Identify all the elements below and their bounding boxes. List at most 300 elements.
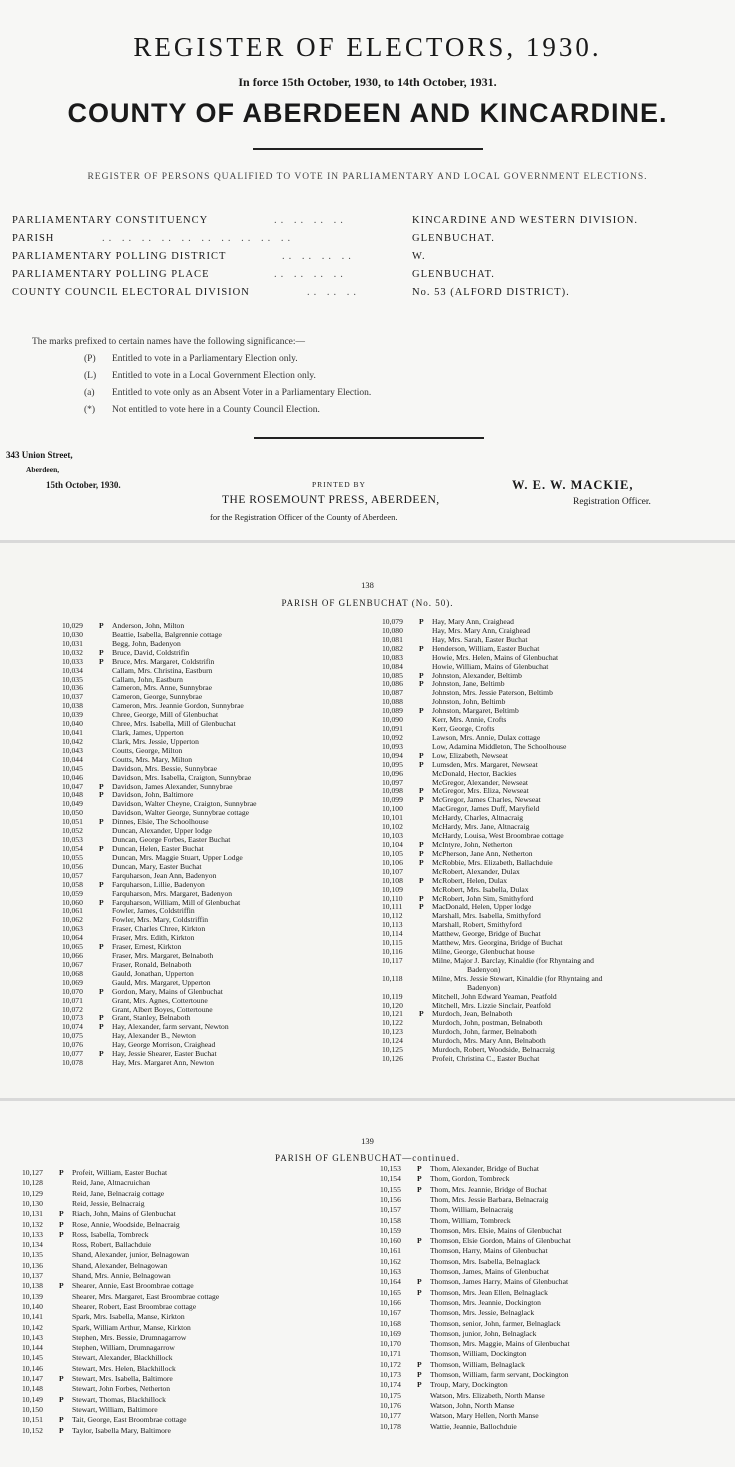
elector-name: Riach, John, Mains of Glenbuchat: [72, 1209, 176, 1219]
elector-number: 10,108: [382, 875, 403, 885]
elector-name: Duncan, George Forbes, Easter Buchat: [112, 835, 231, 845]
elector-name: Shand, Alexander, Belnagowan: [72, 1260, 168, 1270]
elector-name: Thomson, Mrs. Isabella, Belnaglack: [430, 1256, 541, 1266]
elector-number: 10,103: [382, 831, 403, 841]
qualification-mark: P: [417, 1287, 422, 1297]
elector-name: Profeit, Christina C., Easter Buchat: [432, 1054, 540, 1064]
qualification-mark: P: [59, 1168, 64, 1177]
elector-number: 10,166: [380, 1297, 401, 1307]
elector-number: 10,095: [382, 759, 403, 769]
elector-name: Taylor, Isabella Mary, Baltimore: [72, 1425, 171, 1435]
elector-number: 10,085: [382, 670, 403, 680]
elector-number: 10,142: [22, 1322, 43, 1332]
elector-name: Beattie, Isabella, Balgrennie cottage: [112, 629, 222, 639]
elector-number: 10,110: [382, 893, 403, 903]
elector-number: 10,152: [22, 1425, 43, 1435]
elector-number: 10,146: [22, 1363, 43, 1373]
elector-name: Thomson, Mrs. Jessie, Belnaglack: [430, 1308, 535, 1318]
qualification-mark: P: [59, 1219, 64, 1229]
qualification-mark: P: [419, 902, 424, 912]
elector-number: 10,126: [382, 1054, 403, 1064]
elector-name: Marshall, Mrs. Isabella, Smithyford: [432, 911, 541, 921]
elector-name: Farquharson, Mrs. Margaret, Badenyon: [112, 888, 233, 898]
elector-number: 10,093: [382, 741, 403, 751]
elector-number: 10,061: [62, 906, 83, 916]
elector-name: Marshall, Robert, Smithyford: [432, 920, 522, 930]
elector-name: Thom, Alexander, Bridge of Buchat: [430, 1164, 539, 1173]
elector-name: Cameron, George, Sunnybrae: [112, 692, 203, 702]
elector-name: Begg, John, Badenyon: [112, 638, 181, 648]
elector-name: Murdoch, John, farmer, Belnaboth: [432, 1027, 537, 1037]
elector-name: McHardy, Louisa, West Broombrae cottage: [432, 831, 564, 841]
qualification-mark: P: [59, 1281, 64, 1291]
elector-name: Rose, Annie, Woodside, Belnacraig: [72, 1219, 180, 1229]
elector-name: Callam, Mrs. Christina, Eastburn: [112, 665, 213, 675]
elector-name: Bruce, David, Coldstrifin: [112, 647, 190, 657]
elector-name: Thomson, junior, John, Belnaglack: [430, 1328, 537, 1338]
elector-number: 10,104: [382, 840, 403, 849]
elector-number: 10,136: [22, 1260, 43, 1270]
elector-name: McRobert, Alexander, Dulax: [432, 866, 520, 876]
elector-name: Murdoch, Robert, Woodside, Belnacraig: [432, 1045, 555, 1055]
elector-number: 10,122: [382, 1018, 403, 1028]
register-subtitle: REGISTER OF PERSONS QUALIFIED TO VOTE IN PARLIAMENTARY AND LOCAL GOVERNMENT ELECTIONS.: [87, 172, 648, 182]
elector-number: 10,066: [62, 951, 83, 961]
elector-name: Low, Adamina Middleton, The Schoolhouse: [432, 741, 567, 751]
elector-number: 10,071: [62, 995, 83, 1005]
elector-number: 10,064: [62, 933, 83, 943]
qualification-mark: P: [419, 786, 424, 796]
elector-number: 10,035: [62, 674, 83, 684]
elector-number: 10,154: [380, 1174, 401, 1184]
elector-number: 10,065: [62, 942, 83, 952]
elector-number: 10,125: [382, 1045, 403, 1055]
elector-name: Milne, Mrs. Jessie Stewart, Kinaldie (for Rhyntaing and: [432, 973, 603, 983]
elector-name: Clark, James, Upperton: [112, 728, 184, 738]
elector-number: 10,153: [380, 1164, 401, 1173]
divider: [254, 437, 484, 439]
elector-name: Callam, John, Eastburn: [112, 674, 183, 684]
elector-name: Davidson, Walter Cheyne, Craigton, Sunnybrae: [112, 799, 257, 809]
elector-name: Gauld, Jonathan, Upperton: [112, 968, 194, 978]
elector-number: 10,129: [22, 1188, 43, 1198]
in-force-dates: In force 15th October, 1930, to 14th October, 1931.: [238, 75, 497, 89]
elector-name: Hay, Mrs. Sarah, Easter Buchat: [432, 634, 528, 644]
qualification-mark: P: [99, 647, 104, 657]
elector-number: 10,111: [382, 902, 403, 912]
elector-name: Kerr, George, Crofts: [432, 724, 495, 734]
elector-number: 10,119: [382, 991, 403, 1001]
elector-name: Mitchell, John Edward Yeaman, Peatfold: [432, 991, 557, 1001]
elector-name: Gauld, Mrs. Margaret, Upperton: [112, 977, 211, 987]
address-street: 343 Union Street,: [6, 450, 73, 460]
elector-name: Fraser, Mrs. Edith, Kirkton: [112, 933, 195, 943]
elector-number: 10,156: [380, 1194, 401, 1204]
elector-name: Fowler, Mrs. Mary, Coldstriffin: [112, 915, 209, 925]
elector-name: Lumsden, Mrs. Margaret, Newseat: [432, 759, 538, 769]
parish-row: PARISH .. .. .. .. .. .. .. .. .. .. GLENBUCHAT.: [12, 233, 495, 244]
elector-name: Stewart, Thomas, Blackhillock: [72, 1394, 166, 1404]
elector-number: 10,174: [380, 1380, 401, 1390]
qualification-mark: P: [99, 781, 104, 791]
elector-name: Dinnes, Elsie, The Schoolhouse: [112, 817, 209, 827]
elector-name: Cameron, Mrs. Anne, Sunnybrae: [112, 683, 212, 693]
qualification-mark: P: [417, 1174, 422, 1184]
elector-name: Coutts, George, Milton: [112, 745, 183, 755]
qualification-mark: P: [419, 875, 424, 885]
elector-number: 10,083: [382, 652, 403, 662]
elector-name: Grant, Albert Boyes, Cottertoune: [112, 1004, 213, 1014]
qualification-mark: P: [419, 795, 424, 805]
elector-number: 10,087: [382, 688, 403, 698]
marks-intro: The marks prefixed to certain names have the following significance:—: [32, 337, 306, 347]
elector-name: Hay, Mary Ann, Craighead: [432, 617, 514, 626]
elector-number: 10,072: [62, 1004, 83, 1014]
elector-number: 10,082: [382, 643, 403, 653]
qualification-mark: P: [419, 617, 424, 626]
qualification-mark: P: [419, 893, 424, 903]
elector-number: 10,112: [382, 911, 403, 921]
elector-name: Stewart, Mrs. Isabella, Baltimore: [72, 1374, 173, 1383]
elector-number: 10,139: [22, 1291, 43, 1301]
elector-number: 10,056: [62, 861, 83, 871]
elector-number: 10,155: [380, 1184, 401, 1194]
press-note: for the Registration Officer of the County of Aberdeen.: [210, 512, 398, 522]
elector-name: Chree, George, Mill of Glenbuchat: [112, 710, 219, 720]
elector-number: 10,062: [62, 915, 83, 925]
elector-name: Thomson, senior, John, farmer, Belnaglack: [430, 1318, 561, 1328]
qualification-mark: P: [419, 1009, 424, 1019]
elector-name: Shand, Mrs. Annie, Belnagowan: [72, 1271, 171, 1280]
elector-name: MacGregor, James Duff, Maryfield: [432, 804, 540, 814]
elector-number: 10,040: [62, 719, 83, 729]
elector-name: Thomson, William, Dockington: [430, 1349, 527, 1359]
cover-page: [0, 0, 735, 540]
qualification-mark: P: [419, 643, 424, 653]
officer-name: W. E. W. MACKIE,: [512, 478, 634, 492]
elector-number: 10,114: [382, 929, 403, 939]
qualification-mark: P: [59, 1425, 64, 1435]
elector-number: 10,079: [382, 617, 403, 626]
elector-name: Milne, George, Glenbuchat house: [432, 947, 535, 957]
elector-number: 10,133: [22, 1229, 43, 1239]
elector-number: 10,137: [22, 1271, 43, 1280]
elector-number: 10,045: [62, 763, 83, 773]
elector-name: Matthew, Mrs. Georgina, Bridge of Buchat: [432, 938, 563, 948]
qualification-mark: P: [99, 1049, 104, 1059]
elector-number: 10,032: [62, 647, 83, 657]
elector-number: 10,037: [62, 692, 83, 702]
elector-name: Davidson, John, Baltimore: [112, 790, 194, 800]
qualification-mark: P: [99, 942, 104, 952]
row-label: PARLIAMENTARY CONSTITUENCY: [12, 215, 209, 226]
elector-number: 10,054: [62, 844, 83, 853]
elector-name: Spark, Mrs. Isabella, Manse, Kirkton: [72, 1312, 185, 1322]
elector-name: Johnston, Jane, Beltimb: [432, 679, 505, 689]
elector-number: 10,063: [62, 924, 83, 934]
qualification-mark: P: [99, 1022, 104, 1032]
elector-number: 10,029: [62, 621, 83, 630]
elector-name: Mitchell, Mrs. Lizzie Sinclair, Peatfold: [432, 1000, 551, 1010]
page-number: 138: [361, 580, 374, 590]
qualification-mark: P: [99, 986, 104, 996]
elector-number: 10,073: [62, 1013, 83, 1023]
row-label: PARLIAMENTARY POLLING DISTRICT: [12, 251, 227, 262]
elector-name: Coutts, Mrs. Mary, Milton: [112, 754, 193, 764]
row-value: W.: [412, 251, 426, 262]
elector-name: Watson, Mrs. Elizabeth, North Manse: [430, 1390, 545, 1400]
elector-number: 10,097: [382, 777, 403, 787]
row-label: COUNTY COUNCIL ELECTORAL DIVISION: [12, 287, 250, 298]
elector-name: Davidson, Walter George, Sunnybrae cottage: [112, 808, 250, 818]
elector-name: Spark, William Arthur, Manse, Kirkton: [72, 1322, 191, 1332]
elector-name: McRobert, Helen, Dulax: [432, 875, 508, 885]
divider: [253, 148, 483, 150]
elector-number: 10,039: [62, 710, 83, 720]
qualification-mark: P: [417, 1236, 422, 1246]
row-label: PARISH: [12, 233, 55, 244]
elector-number: 10,051: [62, 817, 83, 827]
elector-name: Thomson, James Harry, Mains of Glenbuchat: [430, 1277, 569, 1287]
qualification-mark: P: [419, 759, 424, 769]
electoral-division-row: COUNTY COUNCIL ELECTORAL DIVISION .. .. .. No. 53 (ALFORD DISTRICT).: [12, 287, 570, 298]
qualification-mark: P: [59, 1229, 64, 1239]
elector-number: 10,167: [380, 1308, 401, 1318]
elector-name: Farquharson, William, Mill of Glenbuchat: [112, 897, 241, 907]
elector-name: Thomson, James, Mains of Glenbuchat: [430, 1267, 549, 1276]
elector-number: 10,041: [62, 728, 83, 738]
elector-name: Ross, Robert, Ballachduie: [72, 1240, 152, 1250]
elector-number: 10,094: [382, 750, 403, 760]
elector-number: 10,031: [62, 638, 83, 648]
elector-name: MacDonald, Helen, Upper lodge: [432, 902, 532, 912]
qualification-mark: P: [99, 1013, 104, 1023]
elector-name: Henderson, William, Easter Buchat: [432, 643, 540, 653]
qualification-mark: P: [59, 1394, 64, 1404]
elector-number: 10,034: [62, 665, 83, 675]
elector-name: Johnston, John, Beltimb: [432, 697, 506, 707]
elector-number: 10,121: [382, 1009, 403, 1019]
qualification-mark: P: [99, 844, 104, 853]
elector-name: Thomson, Mrs. Jean Ellen, Belnaglack: [430, 1287, 548, 1297]
elector-name: Wattie, Jeannie, Ballochduie: [430, 1421, 517, 1431]
qualification-mark: P: [419, 706, 424, 716]
elector-number: 10,150: [22, 1404, 43, 1414]
elector-number: 10,117: [382, 955, 403, 965]
elector-name: Farquharson, Lillie, Badenyon: [112, 879, 205, 889]
elector-name: Thomson, Elsie Gordon, Mains of Glenbuchat: [430, 1236, 571, 1246]
elector-number: 10,116: [382, 947, 403, 957]
elector-name: Bruce, Mrs. Margaret, Coldstrifin: [112, 656, 215, 666]
elector-number: 10,170: [380, 1339, 401, 1349]
printed-by-label: PRINTED BY: [312, 480, 366, 489]
elector-name: Stephen, William, Drumnagarrow: [72, 1343, 175, 1353]
elector-number: 10,143: [22, 1332, 43, 1342]
qualification-mark: P: [419, 848, 424, 858]
elector-number: 10,055: [62, 852, 83, 862]
elector-name: Duncan, Mary, Easter Buchat: [112, 861, 202, 871]
elector-name: Fraser, Ernest, Kirkton: [112, 942, 182, 952]
elector-number: 10,080: [382, 625, 403, 635]
elector-name: McHardy, Mrs. Jane, Altnacraig: [432, 822, 530, 832]
qualification-mark: P: [417, 1184, 422, 1194]
elector-number: 10,109: [382, 884, 403, 894]
elector-name: Reid, Jessie, Belnacraig: [72, 1198, 145, 1208]
elector-name: Thomson, William, Belnaglack: [430, 1359, 525, 1369]
elector-name: Hay, Alexander B., Newton: [112, 1031, 196, 1041]
row-label: PARLIAMENTARY POLLING PLACE: [12, 269, 210, 280]
elector-name: McHardy, Charles, Altnacraig: [432, 813, 524, 823]
row-value: GLENBUCHAT.: [412, 269, 495, 280]
elector-number: 10,160: [380, 1236, 401, 1246]
elector-number: 10,042: [62, 736, 83, 746]
elector-number: 10,144: [22, 1343, 43, 1353]
elector-name: McGregor, James Charles, Newseat: [432, 795, 541, 805]
elector-name: Murdoch, Jean, Belnaboth: [432, 1009, 513, 1019]
elector-name: Thomson, Harry, Mains of Glenbuchat: [430, 1246, 548, 1256]
elector-name: Thom, Gordon, Tombreck: [430, 1174, 510, 1184]
elector-number: 10,148: [22, 1384, 43, 1394]
elector-number: 10,135: [22, 1250, 43, 1260]
elector-number: 10,134: [22, 1240, 43, 1250]
elector-number: 10,178: [380, 1421, 401, 1431]
elector-number: 10,070: [62, 986, 83, 996]
elector-number: 10,124: [382, 1036, 403, 1046]
elector-name: Watson, John, North Manse: [430, 1400, 515, 1410]
row-value: No. 53 (ALFORD DISTRICT).: [412, 287, 570, 298]
elector-name: Thomson, Mrs. Jeannie, Dockington: [430, 1297, 541, 1307]
elector-number: 10,101: [382, 813, 403, 823]
qualification-mark: P: [417, 1380, 422, 1390]
elector-name: Stewart, Mrs. Helen, Blackhillock: [72, 1363, 176, 1373]
elector-name: McDonald, Hector, Backies: [432, 768, 517, 778]
elector-name: Hay, Mrs. Mary Ann, Craighead: [432, 625, 530, 635]
elector-name: Watson, Mary Hellen, North Manse: [430, 1411, 539, 1421]
register-title: REGISTER OF ELECTORS, 1930.: [133, 32, 602, 62]
elector-number: 10,099: [382, 795, 403, 805]
elector-name: Duncan, Mrs. Maggie Stuart, Upper Lodge: [112, 852, 243, 862]
elector-number: 10,163: [380, 1267, 401, 1276]
elector-name: Stewart, William, Baltimore: [72, 1404, 158, 1414]
elector-name: Anderson, John, Milton: [112, 621, 185, 630]
elector-number: 10,149: [22, 1394, 43, 1404]
elector-name: Johnston, Margaret, Beltimb: [432, 706, 519, 716]
elector-number: 10,088: [382, 697, 403, 707]
qualification-mark: P: [419, 857, 424, 867]
qualification-mark: P: [59, 1374, 64, 1383]
elector-number: 10,115: [382, 938, 403, 948]
elector-number: 10,100: [382, 804, 403, 814]
elector-name: Farquharson, Jean Ann, Badenyon: [112, 870, 217, 880]
elector-name: Fraser, Mrs. Margaret, Belnaboth: [112, 951, 214, 961]
elector-number: 10,078: [62, 1058, 83, 1068]
parish-heading: PARISH OF GLENBUCHAT (No. 50).: [281, 598, 454, 608]
address-city: Aberdeen,: [26, 465, 60, 474]
elector-number: 10,173: [380, 1370, 401, 1379]
elector-number: 10,105: [382, 848, 403, 858]
officer-title: Registration Officer.: [573, 497, 651, 507]
qualification-mark: P: [99, 790, 104, 800]
elector-number: 10,151: [22, 1415, 43, 1425]
elector-name: Duncan, Alexander, Upper lodge: [112, 826, 212, 836]
constituency-row: PARLIAMENTARY CONSTITUENCY .. .. .. .. KINCARDINE AND WESTERN DIVISION.: [12, 215, 639, 226]
qualification-mark: P: [417, 1359, 422, 1369]
elector-number: 10,157: [380, 1205, 401, 1215]
elector-name: Fraser, Charles Chree, Kirkton: [112, 924, 206, 934]
qualification-mark: P: [419, 840, 424, 849]
elector-number: 10,172: [380, 1359, 401, 1369]
register-page-138: [0, 543, 735, 1098]
elector-number: 10,171: [380, 1349, 401, 1359]
elector-name: Thom, Mrs. Jeannie, Bridge of Buchat: [430, 1184, 547, 1194]
elector-name: McPherson, Jane Ann, Netherton: [432, 848, 533, 858]
elector-number: 10,044: [62, 754, 83, 764]
elector-number: 10,060: [62, 897, 83, 907]
elector-number: 10,159: [380, 1225, 401, 1235]
elector-number: 10,169: [380, 1328, 401, 1338]
elector-number: 10,084: [382, 661, 403, 671]
elector-number: 10,033: [62, 656, 83, 666]
elector-number: 10,145: [22, 1353, 43, 1363]
elector-name: Clark, Mrs. Jessie, Upperton: [112, 736, 199, 746]
elector-number: 10,077: [62, 1049, 83, 1059]
elector-number: 10,175: [380, 1390, 401, 1400]
elector-name: Kerr, Mrs. Annie, Crofts: [432, 715, 507, 725]
elector-name: Gordon, Mary, Mains of Glenbuchat: [112, 986, 223, 996]
elector-name: Profeit, William, Easter Buchat: [72, 1168, 168, 1177]
elector-number: 10,091: [382, 724, 403, 734]
elector-name: Thom, William, Tombreck: [430, 1215, 511, 1225]
elector-number: 10,052: [62, 826, 83, 836]
elector-name: Hay, George Morrison, Craighead: [112, 1040, 216, 1050]
elector-name: Shearer, Robert, East Broombrae cottage: [72, 1301, 197, 1311]
elector-number: 10,138: [22, 1281, 43, 1291]
elector-name: Thom, William, Belnacraig: [430, 1205, 514, 1215]
qualification-mark: P: [419, 679, 424, 689]
elector-name: Reid, Jane, Belnacraig cottage: [72, 1188, 165, 1198]
elector-number: 10,081: [382, 634, 403, 644]
elector-name-continuation: Badenyon): [467, 964, 501, 974]
elector-number: 10,177: [380, 1411, 401, 1421]
elector-name: Thomson, Mrs. Elsie, Mains of Glenbuchat: [430, 1225, 562, 1235]
parish-heading: PARISH OF GLENBUCHAT—continued.: [275, 1153, 460, 1163]
elector-number: 10,069: [62, 977, 83, 987]
elector-number: 10,165: [380, 1287, 401, 1297]
elector-name: Fraser, Ronald, Belnaboth: [112, 959, 192, 969]
elector-number: 10,147: [22, 1374, 43, 1383]
elector-name: Murdoch, John, postman, Belnaboth: [432, 1018, 543, 1028]
elector-name: Hay, Alexander, farm servant, Newton: [112, 1022, 229, 1032]
elector-number: 10,176: [380, 1400, 401, 1410]
elector-name: Shearer, Mrs. Margaret, East Broombrae cottage: [72, 1291, 220, 1301]
page-number: 139: [361, 1136, 374, 1146]
elector-number: 10,118: [382, 973, 403, 983]
elector-name: Stewart, John Forbes, Netherton: [72, 1384, 171, 1394]
elector-number: 10,047: [62, 781, 83, 791]
elector-name: Stephen, Mrs. Bessie, Drumnagarrow: [72, 1332, 187, 1342]
elector-name: Ross, Isabella, Tombreck: [72, 1229, 149, 1239]
elector-number: 10,164: [380, 1277, 401, 1287]
elector-number: 10,089: [382, 706, 403, 716]
qualification-mark: P: [419, 750, 424, 760]
elector-name: McIntyre, John, Netherton: [432, 840, 513, 849]
elector-name-continuation: Badenyon): [467, 982, 501, 992]
elector-name: Tait, George, East Broombrae cottage: [72, 1415, 187, 1425]
elector-name: Davidson, Mrs. Isabella, Craigton, Sunnybrae: [112, 772, 252, 782]
elector-name: McRobbie, Mrs. Elizabeth, Ballachduie: [432, 857, 553, 867]
elector-number: 10,140: [22, 1301, 43, 1311]
qualification-mark: P: [419, 670, 424, 680]
